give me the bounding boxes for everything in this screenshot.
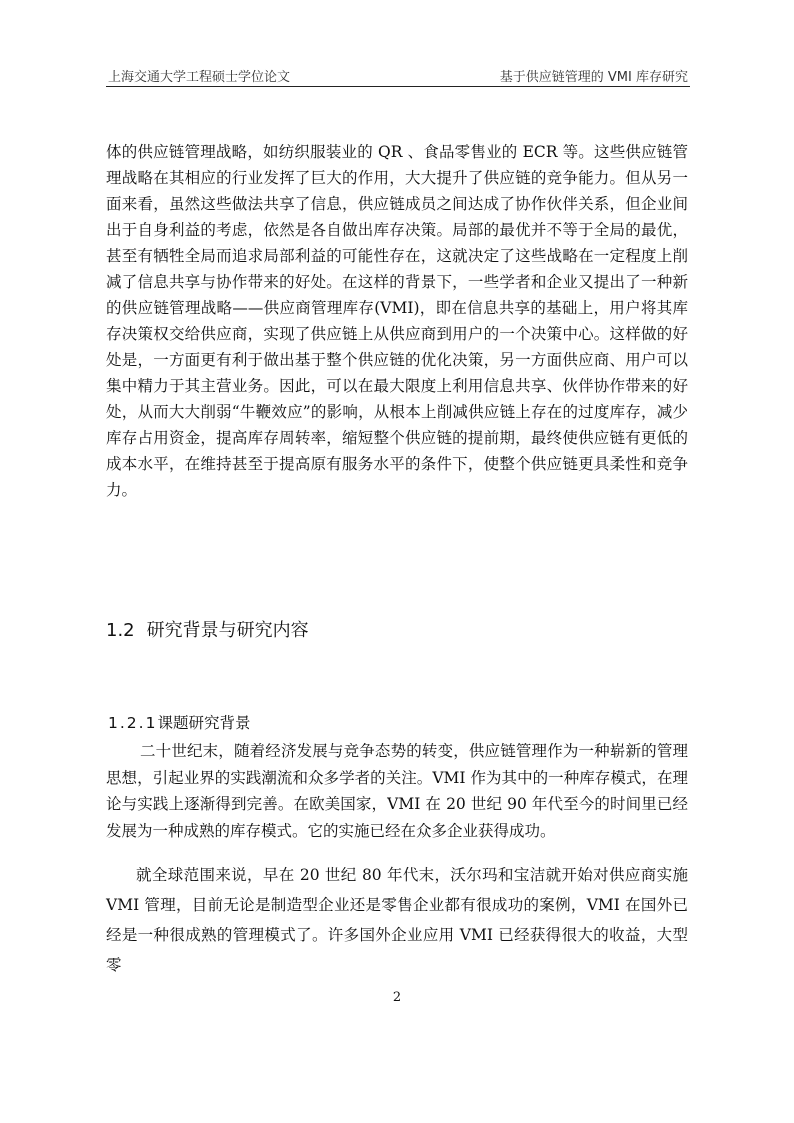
section-number: 1.2 [106, 620, 135, 641]
subsection-heading [108, 711, 250, 733]
body-paragraph-1: 体的供应链管理战略，如纺织服装业的 QR 、食品零售业的 ECR 等。这些供应链管理战略在其相应的行业发挥了巨大的作用，大大提升了供应链的竞争能力。但从另一面来看，虽然这些做法共享了信息，供应链成员之间达成了协作伙伴关系，但企业间出于自身利益的考虑，依然是各自做出库存决策。局部的最优并不等于全局的最优，甚至有牺牲全局而追求局部利益的可能性存在，这就决定了这些战略在一定程度上削减了信息共享与协作带来的好处。在这样的背景下，一些学者和企业又提出了一种新的供应链管理战略——供应商管理库存(VMI)，即在信息共享的基础上，用户将其库存决策权交给供应商，实现了供应链上从供应商到用户的一个决策中心。这样做的好处是，一方面更有利于做出基于整个供应链的优化决策，另一方面供应商、用户可以集中精力于其主营业务。因此，可以在最大限度上利用信息共享、伙伴协作带来的好处，从而大大削弱“牛鞭效应”的影响，从根本上削减供应链上存在的过度库存，减少库存占用资金，提高库存周转率，缩短整个供应链的提前期，最终使供应链有更低的成本水平，在维持甚至于提高原有服务水平的条件下，使整个供应链更具柔性和竞争力。 [106, 143, 688, 499]
header-thesis-title: 上海交通大学工程硕士学位论文 [108, 70, 291, 85]
section-heading [106, 616, 309, 642]
subsection-number: 1.2.1 [108, 714, 158, 732]
header-paper-title: 基于供应链管理的 VMI 库存研究 [499, 70, 688, 85]
page-number: 2 [392, 990, 402, 1005]
section-title: 研究背景与研究内容 [146, 620, 309, 641]
subsection-title: 课题研究背景 [157, 714, 251, 732]
body-paragraph-2: 二十世纪末，随着经济发展与竞争态势的转变，供应链管理作为一种崭新的管理思想，引起业界的实践潮流和众多学者的关注。VMI 作为其中的一种库存模式，在理论与实践上逐渐得到完善。在欧美国家，VMI 在 20 世纪 90 年代至今的时间里已经发展为一种成熟的库存模式。它的实施已经在众多企业获得成功。 [106, 742, 688, 840]
header-divider [106, 86, 690, 87]
body-paragraph-3: 就全球范围来说，早在 20 世纪 80 年代末，沃尔玛和宝洁就开始对供应商实施 VMI 管理，目前无论是制造型企业还是零售企业都有很成功的案例，VMI 在国外已经是一种很成熟的管理模式了。许多国外企业应用 VMI 已经获得很大的收益，大型零 [106, 866, 688, 974]
